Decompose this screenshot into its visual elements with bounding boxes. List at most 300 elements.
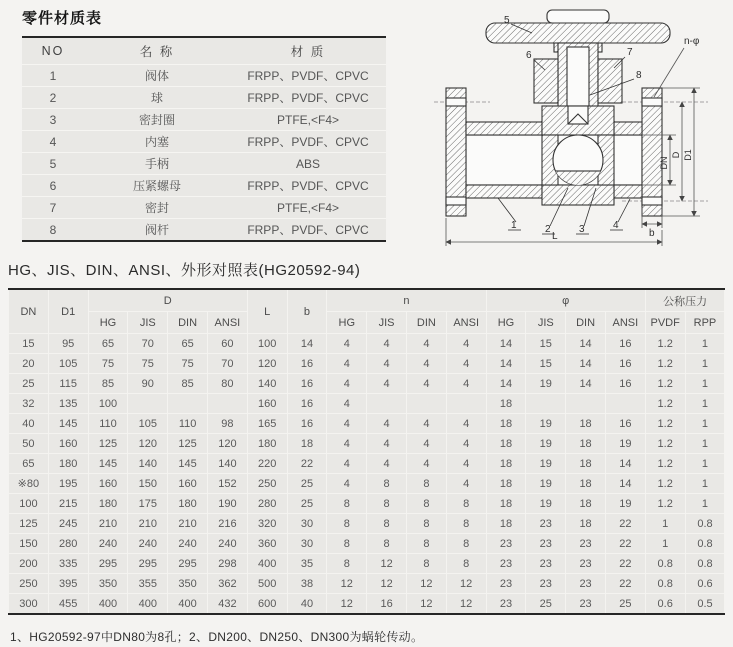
- table-cell: 105: [128, 414, 168, 434]
- table-cell: 1.2: [645, 414, 685, 434]
- table-cell: 23: [566, 594, 606, 615]
- table-cell: 4: [446, 434, 486, 454]
- col-header-phi-jis: JIS: [526, 312, 566, 334]
- table-cell: 210: [88, 514, 128, 534]
- table-cell: 4: [327, 394, 367, 414]
- table-cell: 240: [128, 534, 168, 554]
- table-cell: 98: [207, 414, 247, 434]
- callout-8: 8: [636, 70, 642, 81]
- table-cell: 8: [327, 534, 367, 554]
- table-cell: 25: [9, 374, 49, 394]
- col-header-d-din: DIN: [168, 312, 208, 334]
- col-header-d1: D1: [48, 289, 88, 334]
- table-cell: 1.2: [645, 374, 685, 394]
- table-cell: 14: [566, 374, 606, 394]
- table-cell: 85: [88, 374, 128, 394]
- table-row: [22, 65, 386, 87]
- table-cell: 300: [9, 594, 49, 615]
- table-cell: PTFE,<F4>: [230, 109, 386, 131]
- table-cell: 8: [367, 534, 407, 554]
- table-cell: 1.2: [645, 474, 685, 494]
- table-cell: 455: [48, 594, 88, 615]
- table-row: [22, 87, 386, 109]
- table-cell: 4: [327, 454, 367, 474]
- table-cell: 22: [605, 514, 645, 534]
- table-cell: 12: [327, 574, 367, 594]
- col-header-phi-hg: HG: [486, 312, 526, 334]
- table-cell: 1: [685, 374, 725, 394]
- table-row: [22, 219, 386, 242]
- table-cell: 1: [685, 394, 725, 414]
- col-header-d-hg: HG: [88, 312, 128, 334]
- table-cell: 400: [88, 594, 128, 615]
- table-cell: 23: [566, 534, 606, 554]
- table-row: [9, 554, 725, 574]
- table-cell: 1: [685, 414, 725, 434]
- table-cell: 140: [247, 374, 287, 394]
- table-cell: 23: [526, 514, 566, 534]
- table-cell: 3: [22, 109, 84, 131]
- table-row: [9, 414, 725, 434]
- table-cell: 0.8: [645, 574, 685, 594]
- table-cell: 4: [367, 374, 407, 394]
- footnote: 1、HG20592-97中DN80为8孔；2、DN200、DN250、DN300为蜗轮传动。: [10, 630, 424, 644]
- col-header-n-ansi: ANSI: [446, 312, 486, 334]
- table-cell: 14: [486, 374, 526, 394]
- table-cell: ABS: [230, 153, 386, 175]
- table-cell: 395: [48, 574, 88, 594]
- table-cell: 85: [168, 374, 208, 394]
- table-cell: 1: [22, 65, 84, 87]
- callout-6: 6: [526, 50, 532, 61]
- table-cell: 120: [128, 434, 168, 454]
- table-cell: 320: [247, 514, 287, 534]
- table-cell: 180: [168, 494, 208, 514]
- dim-label-dn: DN: [659, 156, 669, 170]
- table-cell: FRPP、PVDF、CPVC: [230, 131, 386, 153]
- table-cell: 19: [526, 414, 566, 434]
- col-header-rpp: RPP: [685, 312, 725, 334]
- dims-header-group-row: [9, 289, 725, 312]
- table-cell: 8: [406, 514, 446, 534]
- table-cell: 22: [605, 574, 645, 594]
- table-cell: 25: [605, 594, 645, 615]
- table-cell: 160: [48, 434, 88, 454]
- col-header-material: 材 质: [230, 37, 386, 65]
- table-cell: 500: [247, 574, 287, 594]
- table-cell: 1: [685, 434, 725, 454]
- table-cell: 4: [367, 414, 407, 434]
- table-row: [22, 109, 386, 131]
- table-cell: 200: [9, 554, 49, 574]
- table-cell: 0.6: [685, 574, 725, 594]
- col-header-n-din: DIN: [406, 312, 446, 334]
- callout-7: 7: [627, 47, 633, 58]
- table-cell: 4: [406, 374, 446, 394]
- table-cell: [566, 394, 606, 414]
- table-cell: 240: [207, 534, 247, 554]
- table-cell: 4: [406, 414, 446, 434]
- table-cell: 2: [22, 87, 84, 109]
- col-group-n: n: [327, 289, 486, 312]
- table-cell: 23: [526, 534, 566, 554]
- table-cell: 25: [287, 494, 327, 514]
- table-cell: 295: [128, 554, 168, 574]
- callout-1: 1: [511, 220, 517, 231]
- table-cell: 145: [88, 454, 128, 474]
- dim-label-d: D: [671, 151, 681, 159]
- table-cell: 210: [168, 514, 208, 534]
- table-cell: 16: [287, 354, 327, 374]
- table-cell: 1.2: [645, 394, 685, 414]
- col-header-pvdf: PVDF: [645, 312, 685, 334]
- table-cell: 152: [207, 474, 247, 494]
- table-cell: 19: [526, 474, 566, 494]
- table-cell: 4: [327, 354, 367, 374]
- table-cell: 75: [128, 354, 168, 374]
- parts-table-title: 零件材质表: [22, 10, 103, 27]
- table-cell: FRPP、PVDF、CPVC: [230, 175, 386, 197]
- table-cell: 165: [247, 414, 287, 434]
- table-cell: 12: [367, 574, 407, 594]
- table-cell: 4: [327, 374, 367, 394]
- dims-header-sub-row: [9, 312, 725, 334]
- table-cell: 70: [128, 334, 168, 354]
- dim-label-l: L: [552, 231, 558, 242]
- table-cell: 15: [526, 334, 566, 354]
- table-cell: 75: [168, 354, 208, 374]
- valve-body-drawing: [446, 10, 670, 216]
- table-cell: 23: [486, 554, 526, 574]
- table-cell: 16: [605, 414, 645, 434]
- table-cell: 1: [645, 534, 685, 554]
- table-cell: 400: [128, 594, 168, 615]
- table-cell: 16: [605, 334, 645, 354]
- table-cell: 8: [49, 222, 57, 237]
- table-cell: 18: [566, 414, 606, 434]
- table-cell: 22: [605, 534, 645, 554]
- table-cell: 25: [526, 594, 566, 615]
- table-cell: 350: [88, 574, 128, 594]
- table-cell: 18: [566, 434, 606, 454]
- table-cell: 0.8: [685, 534, 725, 554]
- dim-label-b: b: [649, 228, 655, 239]
- table-cell: 0.8: [645, 554, 685, 574]
- table-cell: 4: [446, 414, 486, 434]
- col-group-pressure: 公称压力: [645, 289, 725, 312]
- table-cell: 240: [88, 534, 128, 554]
- table-cell: 16: [605, 354, 645, 374]
- col-header-n-hg: HG: [327, 312, 367, 334]
- table-cell: 4: [367, 434, 407, 454]
- table-cell: 16: [287, 374, 327, 394]
- table-cell: 432: [207, 594, 247, 615]
- table-cell: 250: [9, 574, 49, 594]
- table-row: [9, 494, 725, 514]
- col-header-dn: DN: [9, 289, 49, 334]
- table-cell: 15: [526, 354, 566, 374]
- table-cell: 1.2: [645, 494, 685, 514]
- table-cell: 14: [486, 334, 526, 354]
- col-header-d-ansi: ANSI: [207, 312, 247, 334]
- table-cell: 115: [48, 374, 88, 394]
- table-cell: 8: [327, 494, 367, 514]
- table-cell: 110: [88, 414, 128, 434]
- table-cell: 280: [247, 494, 287, 514]
- table-cell: 0.8: [685, 514, 725, 534]
- table-cell: 40: [287, 594, 327, 615]
- table-cell: 5: [22, 153, 84, 175]
- table-cell: 23: [526, 574, 566, 594]
- col-header-l: L: [247, 289, 287, 334]
- table-cell: 160: [88, 474, 128, 494]
- table-cell: 335: [48, 554, 88, 574]
- table-cell: 8: [446, 554, 486, 574]
- table-cell: [605, 394, 645, 414]
- table-cell: 245: [48, 514, 88, 534]
- table-cell: 7: [22, 197, 84, 219]
- table-cell: 8: [446, 494, 486, 514]
- table-cell: 215: [48, 494, 88, 514]
- table-cell: ※80: [9, 474, 49, 494]
- table-cell: 6: [22, 175, 84, 197]
- table-cell: 23: [526, 554, 566, 574]
- table-row: [9, 454, 725, 474]
- table-cell: 125: [9, 514, 49, 534]
- table-cell: 23: [486, 594, 526, 615]
- table-cell: 18: [486, 414, 526, 434]
- table-cell: 220: [247, 454, 287, 474]
- table-cell: 23: [486, 534, 526, 554]
- table-cell: 18: [566, 494, 606, 514]
- table-cell: 100: [247, 334, 287, 354]
- table-cell: 160: [168, 474, 208, 494]
- table-cell: 19: [526, 494, 566, 514]
- table-cell: 18: [287, 434, 327, 454]
- callout-3: 3: [579, 224, 585, 235]
- table-cell: 8: [406, 554, 446, 574]
- table-cell: 4: [327, 434, 367, 454]
- table-cell: 360: [247, 534, 287, 554]
- table-cell: 1: [685, 334, 725, 354]
- table-cell: 18: [486, 494, 526, 514]
- table-cell: 38: [287, 574, 327, 594]
- table-cell: 14: [566, 354, 606, 374]
- table-cell: 19: [605, 494, 645, 514]
- table-cell: [406, 394, 446, 414]
- valve-diagram: [428, 2, 728, 254]
- parts-material-table: [22, 36, 386, 242]
- table-cell: 16: [287, 394, 327, 414]
- table-cell: 210: [128, 514, 168, 534]
- table-cell: 280: [48, 534, 88, 554]
- table-cell: 4: [367, 354, 407, 374]
- table-row: [9, 334, 725, 354]
- table-cell: 190: [207, 494, 247, 514]
- table-cell: 100: [9, 494, 49, 514]
- table-cell: 23: [566, 574, 606, 594]
- table-cell: 160: [247, 394, 287, 414]
- table-cell: [168, 394, 208, 414]
- callout-4: 4: [613, 220, 619, 231]
- table-cell: 19: [526, 434, 566, 454]
- table-cell: PTFE,<F4>: [230, 197, 386, 219]
- table-row: [9, 514, 725, 534]
- table-cell: 12: [406, 574, 446, 594]
- table-cell: 120: [247, 354, 287, 374]
- table-cell: 65: [88, 334, 128, 354]
- dim-label-d1: D1: [683, 149, 693, 161]
- table-cell: 110: [168, 414, 208, 434]
- table-row: [9, 434, 725, 454]
- table-cell: 180: [247, 434, 287, 454]
- table-cell: 195: [48, 474, 88, 494]
- table-cell: 20: [9, 354, 49, 374]
- table-cell: 1: [685, 354, 725, 374]
- table-row: [9, 354, 725, 374]
- table-row: [22, 153, 386, 175]
- table-cell: 23: [486, 574, 526, 594]
- table-cell: 阀体: [84, 65, 230, 87]
- table-row: [9, 574, 725, 594]
- table-cell: 8: [446, 534, 486, 554]
- table-cell: 140: [128, 454, 168, 474]
- table-cell: 4: [446, 334, 486, 354]
- table-cell: 250: [247, 474, 287, 494]
- table-cell: 23: [566, 554, 606, 574]
- table-cell: 25: [287, 474, 327, 494]
- table-cell: 8: [406, 534, 446, 554]
- table-cell: 240: [168, 534, 208, 554]
- table-cell: FRPP、PVDF、CPVC: [230, 65, 386, 87]
- table-cell: 18: [566, 454, 606, 474]
- table-cell: 8: [406, 474, 446, 494]
- table-cell: 30: [287, 514, 327, 534]
- table-cell: 12: [327, 594, 367, 615]
- table-cell: 180: [48, 454, 88, 474]
- table-cell: 4: [406, 334, 446, 354]
- table-cell: 60: [207, 334, 247, 354]
- table-cell: 4: [22, 131, 84, 153]
- dim-label-n-phi: n-φ: [684, 36, 700, 47]
- table-cell: 1: [685, 454, 725, 474]
- parts-header-row: [22, 37, 386, 65]
- table-cell: 18: [566, 474, 606, 494]
- table-cell: 4: [446, 474, 486, 494]
- table-cell: 40: [9, 414, 49, 434]
- table-cell: 125: [88, 434, 128, 454]
- table-cell: 8: [406, 494, 446, 514]
- col-header-phi-ansi: ANSI: [605, 312, 645, 334]
- callout-5: 5: [504, 15, 510, 26]
- table-cell: 手柄: [84, 153, 230, 175]
- table-cell: 32: [9, 394, 49, 414]
- table-row: [22, 197, 386, 219]
- table-cell: 295: [88, 554, 128, 574]
- table-cell: 19: [605, 434, 645, 454]
- table-cell: 4: [446, 374, 486, 394]
- table-cell: [367, 394, 407, 414]
- table-cell: 90: [128, 374, 168, 394]
- table-cell: 4: [446, 454, 486, 474]
- table-row: [22, 175, 386, 197]
- table-cell: 1: [645, 514, 685, 534]
- table-cell: 8: [367, 514, 407, 534]
- table-cell: 100: [88, 394, 128, 414]
- table-cell: 14: [605, 454, 645, 474]
- table-cell: 1: [685, 494, 725, 514]
- table-cell: 1.2: [645, 454, 685, 474]
- table-cell: 15: [9, 334, 49, 354]
- table-cell: 14: [605, 474, 645, 494]
- table-cell: 22: [287, 454, 327, 474]
- table-cell: 18: [486, 394, 526, 414]
- table-cell: 4: [327, 334, 367, 354]
- table-cell: 12: [406, 594, 446, 615]
- table-cell: 135: [48, 394, 88, 414]
- table-row: [9, 394, 725, 414]
- table-cell: 350: [168, 574, 208, 594]
- table-cell: 密封: [84, 197, 230, 219]
- table-cell: 8: [327, 514, 367, 534]
- table-cell: 4: [406, 354, 446, 374]
- table-cell: 1.2: [645, 334, 685, 354]
- table-cell: 400: [247, 554, 287, 574]
- table-cell: 18: [486, 474, 526, 494]
- table-row: [9, 534, 725, 554]
- table-cell: 4: [406, 454, 446, 474]
- table-cell: 1: [685, 474, 725, 494]
- table-cell: [526, 394, 566, 414]
- table-cell: 4: [327, 474, 367, 494]
- table-cell: 400: [168, 594, 208, 615]
- table-row: [9, 374, 725, 394]
- table-cell: 180: [88, 494, 128, 514]
- table-cell: 150: [9, 534, 49, 554]
- dimension-table: [8, 288, 725, 615]
- table-cell: 内塞: [84, 131, 230, 153]
- table-cell: 120: [207, 434, 247, 454]
- col-header-n-jis: JIS: [367, 312, 407, 334]
- table-cell: 4: [327, 414, 367, 434]
- table-cell: FRPP、PVDF、CPVC: [247, 223, 369, 237]
- table-cell: 65: [9, 454, 49, 474]
- table-cell: 球: [84, 87, 230, 109]
- table-cell: 150: [128, 474, 168, 494]
- col-header-no: NO: [22, 37, 84, 65]
- table-cell: 压紧螺母: [84, 175, 230, 197]
- table-cell: 0.5: [685, 594, 725, 615]
- table-cell: FRPP、PVDF、CPVC: [230, 87, 386, 109]
- table-cell: 355: [128, 574, 168, 594]
- table-cell: 216: [207, 514, 247, 534]
- table-cell: 4: [406, 434, 446, 454]
- table-cell: [446, 394, 486, 414]
- table-cell: 19: [526, 454, 566, 474]
- col-header-d-jis: JIS: [128, 312, 168, 334]
- table-cell: 8: [327, 554, 367, 574]
- table-cell: 30: [287, 534, 327, 554]
- table-cell: 14: [566, 334, 606, 354]
- table-cell: 35: [287, 554, 327, 574]
- table-cell: 65: [168, 334, 208, 354]
- table-cell: 95: [48, 334, 88, 354]
- table-cell: 18: [486, 434, 526, 454]
- col-group-d: D: [88, 289, 247, 312]
- table-cell: 362: [207, 574, 247, 594]
- table-cell: 18: [566, 514, 606, 534]
- table-cell: 16: [287, 414, 327, 434]
